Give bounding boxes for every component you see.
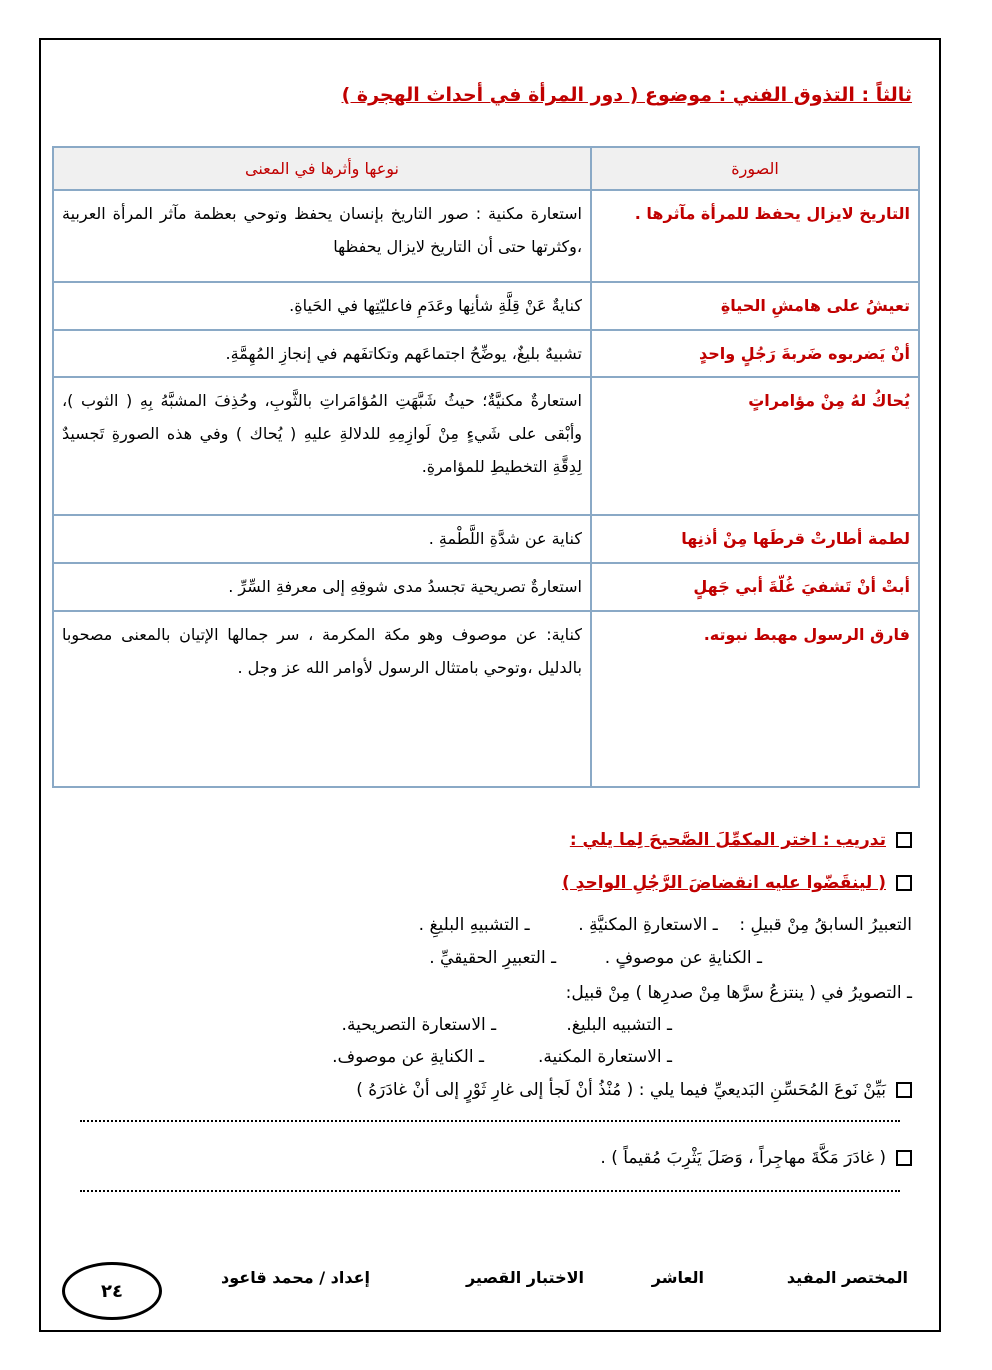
checkbox-icon[interactable] [896, 1082, 912, 1098]
q3-lead: ـ التصويرُ في ( ينتزعُ سرَّها مِنْ صدرِها ) مِنْ قبيل: [565, 983, 912, 1003]
row-desc: استعارةٌ مكنيَّةٌ؛ حيثُ شَبَّهَتِ المُؤامَراتِ بالثَّوبِ، وحُذِفَ المشبَّهُ بِهِ ( الثوب )، وأبْقى على شَيءٍ مِنْ لَوازِمِهِ للدلالةِ عليهِ ( يُحاك ) وفي هذه الصورةِ تَجسيدٌ لِدِقَّةِ التخطيطِ للمؤامرةِ. [53, 377, 591, 515]
page-title: ثالثاً : التذوق الفني : موضوع ( دور المرأة في أحداث الهجرة ) [341, 84, 912, 106]
table-row [53, 330, 919, 377]
option[interactable]: ـ الاستعارة المكنية. [538, 1047, 672, 1067]
imagery-table [52, 146, 920, 788]
table-row [53, 282, 919, 330]
option[interactable]: ـ الاستعارةِ المكنيَّةِ . [578, 915, 718, 935]
row-image: فارق الرسول مهبط نبوته. [591, 611, 919, 787]
checkbox-icon[interactable] [896, 832, 912, 848]
row-image: أنْ يَضربوه ضَربةَ رَجُلٍ واحدٍ [591, 330, 919, 377]
footer-exam: الاختبار القصير [465, 1268, 584, 1287]
checkbox-icon[interactable] [896, 1150, 912, 1166]
option[interactable]: ـ التشبيه البليغ. [566, 1015, 672, 1035]
option[interactable]: ـ الاستعارة التصريحية. [341, 1015, 497, 1035]
row-image: التاريخ لايزال يحفظ للمرأة مآثرها . [591, 190, 919, 282]
row-desc: استعارة مكنية : صور التاريخ بإنسان يحفظ وتوحي بعظمة مآثر المرأة العربية ،وكثرتها حتى أن التاريخ لايزال يحفظها [53, 190, 591, 282]
table-row [53, 611, 919, 787]
header-image: الصورة [591, 147, 919, 190]
row-image: أبتْ أنْ تَشفيَ غُلّةَ أبي جَهلٍ [591, 563, 919, 611]
row-desc: تشبيهٌ بليغٌ، يوضِّحُ اجتماعَهم وتكاتفَهم في إنجازِ المُهِمَّةِ. [53, 330, 591, 377]
answer-line[interactable] [80, 1190, 900, 1192]
row-desc: استعارةٌ تصريحية تجسدُ مدى شوقِهِ إلى معرفةِ السِّرِّ . [53, 563, 591, 611]
row-image: لطمة أطارتْ قرطَها مِنْ أذنِها [591, 515, 919, 563]
option[interactable]: ـ الكنايةِ عن موصوف. [332, 1047, 484, 1067]
table-row [53, 190, 919, 282]
option[interactable]: ـ التعبيرِ الحقيقيِّ . [429, 948, 557, 968]
exercise-q2: ( لينقَضّوا عليه انقضاضَ الرَّجُلِ الواحدِ ) [562, 873, 912, 893]
q3-options-line2 [332, 1047, 672, 1067]
footer-author: إعداد / محمد قاعود [221, 1268, 370, 1287]
row-image: تعيشُ على هامشِ الحياةِ [591, 282, 919, 330]
answer-line[interactable] [80, 1120, 900, 1122]
row-desc: كناية عن شدَّةِ اللَّطْمةِ . [53, 515, 591, 563]
table-header-row [53, 147, 919, 190]
checkbox-icon[interactable] [896, 875, 912, 891]
row-image: يُحاكُ لهُ مِنْ مؤامراتٍ [591, 377, 919, 515]
option[interactable]: ـ الكنايةِ عن موصوفٍ . [604, 948, 762, 968]
row-desc: كنايةٌ عَنْ قِلَّةِ شأنِها وعَدَمِ فاعليّتِها في الحَياةِ. [53, 282, 591, 330]
table-row [53, 377, 919, 515]
exercise-q4: بَيِّنْ نَوعَ المُحَسِّنِ البَديعيِّ فيما يلي : ( مُنْذُ أنْ لَجأ إلى غارِ ثَوْرٍ إلى أنْ غادَرَهُ ) [356, 1080, 912, 1100]
q2-options-line1: التعبيرُ السابقُ مِنْ قبيلِ : ـ الاستعارةِ المكنيَّةِ . ـ التشبيهِ البليغِ . [418, 915, 912, 935]
page-number: ٢٤ [62, 1262, 162, 1320]
option[interactable]: ـ التشبيهِ البليغِ . [418, 915, 530, 935]
footer-grade: العاشر [651, 1268, 704, 1287]
footer-book: المختصر المفيد [786, 1268, 908, 1287]
table-row [53, 515, 919, 563]
q2-options-line2 [429, 948, 762, 968]
row-desc: كناية: عن موصوف وهو مكة المكرمة ، سر جمالها الإتيان بالمعنى مصحوبا بالدليل ،وتوحي بامتثال الرسول لأوامر الله عز وجل . [53, 611, 591, 787]
header-desc: نوعها وأثرها في المعنى [53, 147, 591, 190]
exercise-q5: ( غادَرَ مَكَّةَ مهاجِراً ، وَصَلَ يَثْرِبَ مُقيماً ) . [600, 1148, 912, 1168]
q3-options-line1 [342, 1015, 672, 1035]
table-row [53, 563, 919, 611]
exercise-q1: تدريب : اختر المكمِّلَ الصَّحيحَ لِما يلي : [570, 830, 912, 850]
